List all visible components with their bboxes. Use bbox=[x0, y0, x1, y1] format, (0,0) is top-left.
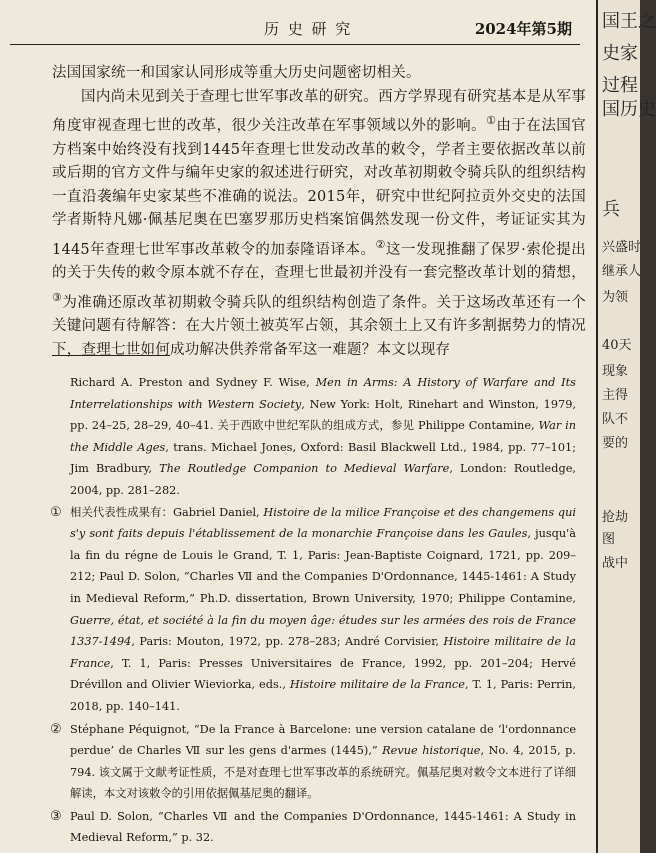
footnote-continued bbox=[70, 372, 576, 502]
note-text: , trans. Michael Jones, Oxford: Basil Blackwell Ltd., 1984, pp. 77–101; Jim Bradbury, bbox=[70, 440, 576, 476]
note-text: , T. 1, Paris: Perrin, 2018, pp. 140–141. bbox=[70, 678, 577, 713]
adjacent-text: 主得 bbox=[602, 388, 629, 403]
adjacent-text: 为领 bbox=[602, 290, 629, 305]
adjacent-text: 过程 bbox=[602, 75, 638, 96]
footnote-1 bbox=[50, 502, 576, 718]
main-text bbox=[52, 62, 586, 363]
adjacent-text: 抢劫 bbox=[602, 510, 629, 525]
note-text: , New York: Holt, Rinehart and Winston, 1979, pp. 24–25, 28–29, 40–41. 关于西欧中世纪军队的组成方式，参见 Philippe Contamine, bbox=[70, 397, 576, 433]
footnotes bbox=[50, 372, 576, 850]
body-paragraph bbox=[52, 86, 586, 363]
note-text: , No. 4, 2015, p. 794. 该文属于文献考证性质，不是对查理七世军事改革的系统研究。佩基尼奥对敕令文本进行了详细解读，本文对该敕令的引用依据佩基尼奥的翻译。 bbox=[70, 744, 576, 801]
text-run: 国内尚未见到关于查理七世军事改革的研究。西方学界现有研究基本是从军事角度审视查理七世的改革，很少关注改革在军事领域以外的影响。 bbox=[52, 88, 586, 135]
running-header bbox=[250, 14, 580, 40]
adjacent-text: 要的 bbox=[602, 436, 629, 451]
note-text: , jusqu'à la fin du régne de Louis le Grand, T. 1, Paris: Jean-Baptiste Coignard, 1721, pp. 209–212; Paul D. Solon, “Charles Ⅶ and the Companies D'Ordonnance, 1445-1461: A Study in Medieval Reform,” Ph.D. dissertation, Brown University, 1970; Philippe Contamine, bbox=[70, 527, 576, 605]
footnote-ref-3[interactable]: ③ bbox=[52, 291, 63, 304]
footnote-ref-2[interactable]: ② bbox=[375, 237, 386, 251]
journal-title: 历 史 研 究 bbox=[264, 20, 353, 38]
note-title: The Routledge Companion to Medieval Warfare bbox=[159, 462, 450, 476]
note-text: Paul D. Solon, “Charles Ⅶ and the Companies D'Ordonnance, 1445-1461: A Study in Medieval Reform,” p. 32. bbox=[70, 809, 576, 845]
adjacent-text: 继承人 bbox=[602, 264, 642, 279]
text-run: 由于在法国官方档案中始终没有找到1445年查理七世发动改革的敕令，学者主要依据改革以前或后期的官方文件与编年史家的叙述进行研究，对改革初期敕令骑兵队的组织结构一直沿袭编年史家某些不准确的说法。2015年，研究中世纪阿拉贡外交史的法国学者斯特凡娜·佩基尼奥在巴塞罗那历史档案馆偶然发现一份文件，考证证实其为1445年查理七世军事改革敕令的加泰隆语译本。 bbox=[52, 118, 587, 258]
footnote-number: ① bbox=[50, 504, 62, 520]
note-text: , Paris: Mouton, 1972, pp. 278–283; André Corvisier, bbox=[131, 635, 444, 649]
adjacent-text: 现象 bbox=[602, 364, 629, 379]
footnote-number: ② bbox=[50, 721, 62, 737]
note-text: Richard A. Preston and Sydney F. Wise, bbox=[70, 376, 316, 389]
adjacent-text: 兴盛时 bbox=[602, 240, 642, 255]
note-title: Histoire militaire de la France bbox=[70, 635, 576, 670]
note-title: Revue historique bbox=[382, 744, 481, 758]
footnote-number: ③ bbox=[50, 808, 62, 824]
header-rule bbox=[10, 44, 580, 45]
issue-label: 2024年第5期 bbox=[474, 20, 572, 38]
note-text: , London: Routledge, 2004, pp. 281–282. bbox=[70, 462, 576, 497]
adjacent-text: 国历史 bbox=[602, 99, 656, 120]
note-title: Guerre, état, et société à la fin du moyen âge: études sur les armées des rois de France 1337-1494 bbox=[70, 613, 576, 649]
footnote-rule bbox=[52, 355, 170, 356]
note-text: Stéphane Péquignot, “De la France à Barcelone: une version catalane de ‘l'ordonnance perdue’ de Charles Ⅶ sur les gens d'armes (1445),” bbox=[70, 722, 576, 758]
adjacent-text: 兵 bbox=[602, 199, 620, 220]
note-text: , T. 1, Paris: Presses Universitaires de France, 1992, pp. 201–204; Hervé Drévillon and Olivier Wieviorka, eds., bbox=[70, 656, 576, 692]
adjacent-text: 史家 bbox=[602, 43, 638, 64]
adjacent-text: 国王之 bbox=[602, 11, 656, 32]
adjacent-page-edge bbox=[598, 0, 656, 853]
text-run: 为准确还原改革初期敕令骑兵队的组织结构创造了条件。关于这场改革还有一个关键问题有待解答：在大片领土被英军占领，其余领土上又有许多割据势力的情况下，查理七世如何成功解决供养常备军这一难题？本文以现存 bbox=[52, 294, 586, 359]
footnote-3 bbox=[50, 806, 576, 849]
adjacent-text: 图 bbox=[602, 532, 616, 547]
note-text: 相关代表性成果有：Gabriel Daniel, bbox=[70, 505, 264, 519]
lead-paragraph: 法国国家统一和国家认同形成等重大历史问题密切相关。 bbox=[52, 65, 421, 81]
footnote-2 bbox=[50, 719, 576, 805]
adjacent-text: 战中 bbox=[602, 556, 629, 571]
note-title: Men in Arms: A History of Warfare and Its Interrelationships with Western Society bbox=[70, 376, 576, 411]
note-title: War in the Middle Ages bbox=[70, 419, 576, 454]
note-title: Histoire de la milice Françoise et des changemens qui s'y sont faits depuis l'établissement de la monarchie Françoise dans les Gaules bbox=[70, 505, 576, 541]
adjacent-text: 队不 bbox=[602, 412, 629, 427]
note-title: Histoire militaire de la France bbox=[289, 678, 465, 692]
footnote-ref-1[interactable]: ① bbox=[486, 114, 497, 128]
text-run: 这一发现推翻了保罗·索伦提出的关于失传的敕令原本就不存在，查理七世最初并没有一套完整改革计划的猜想， bbox=[52, 241, 586, 282]
adjacent-text: 40天 bbox=[602, 338, 632, 353]
